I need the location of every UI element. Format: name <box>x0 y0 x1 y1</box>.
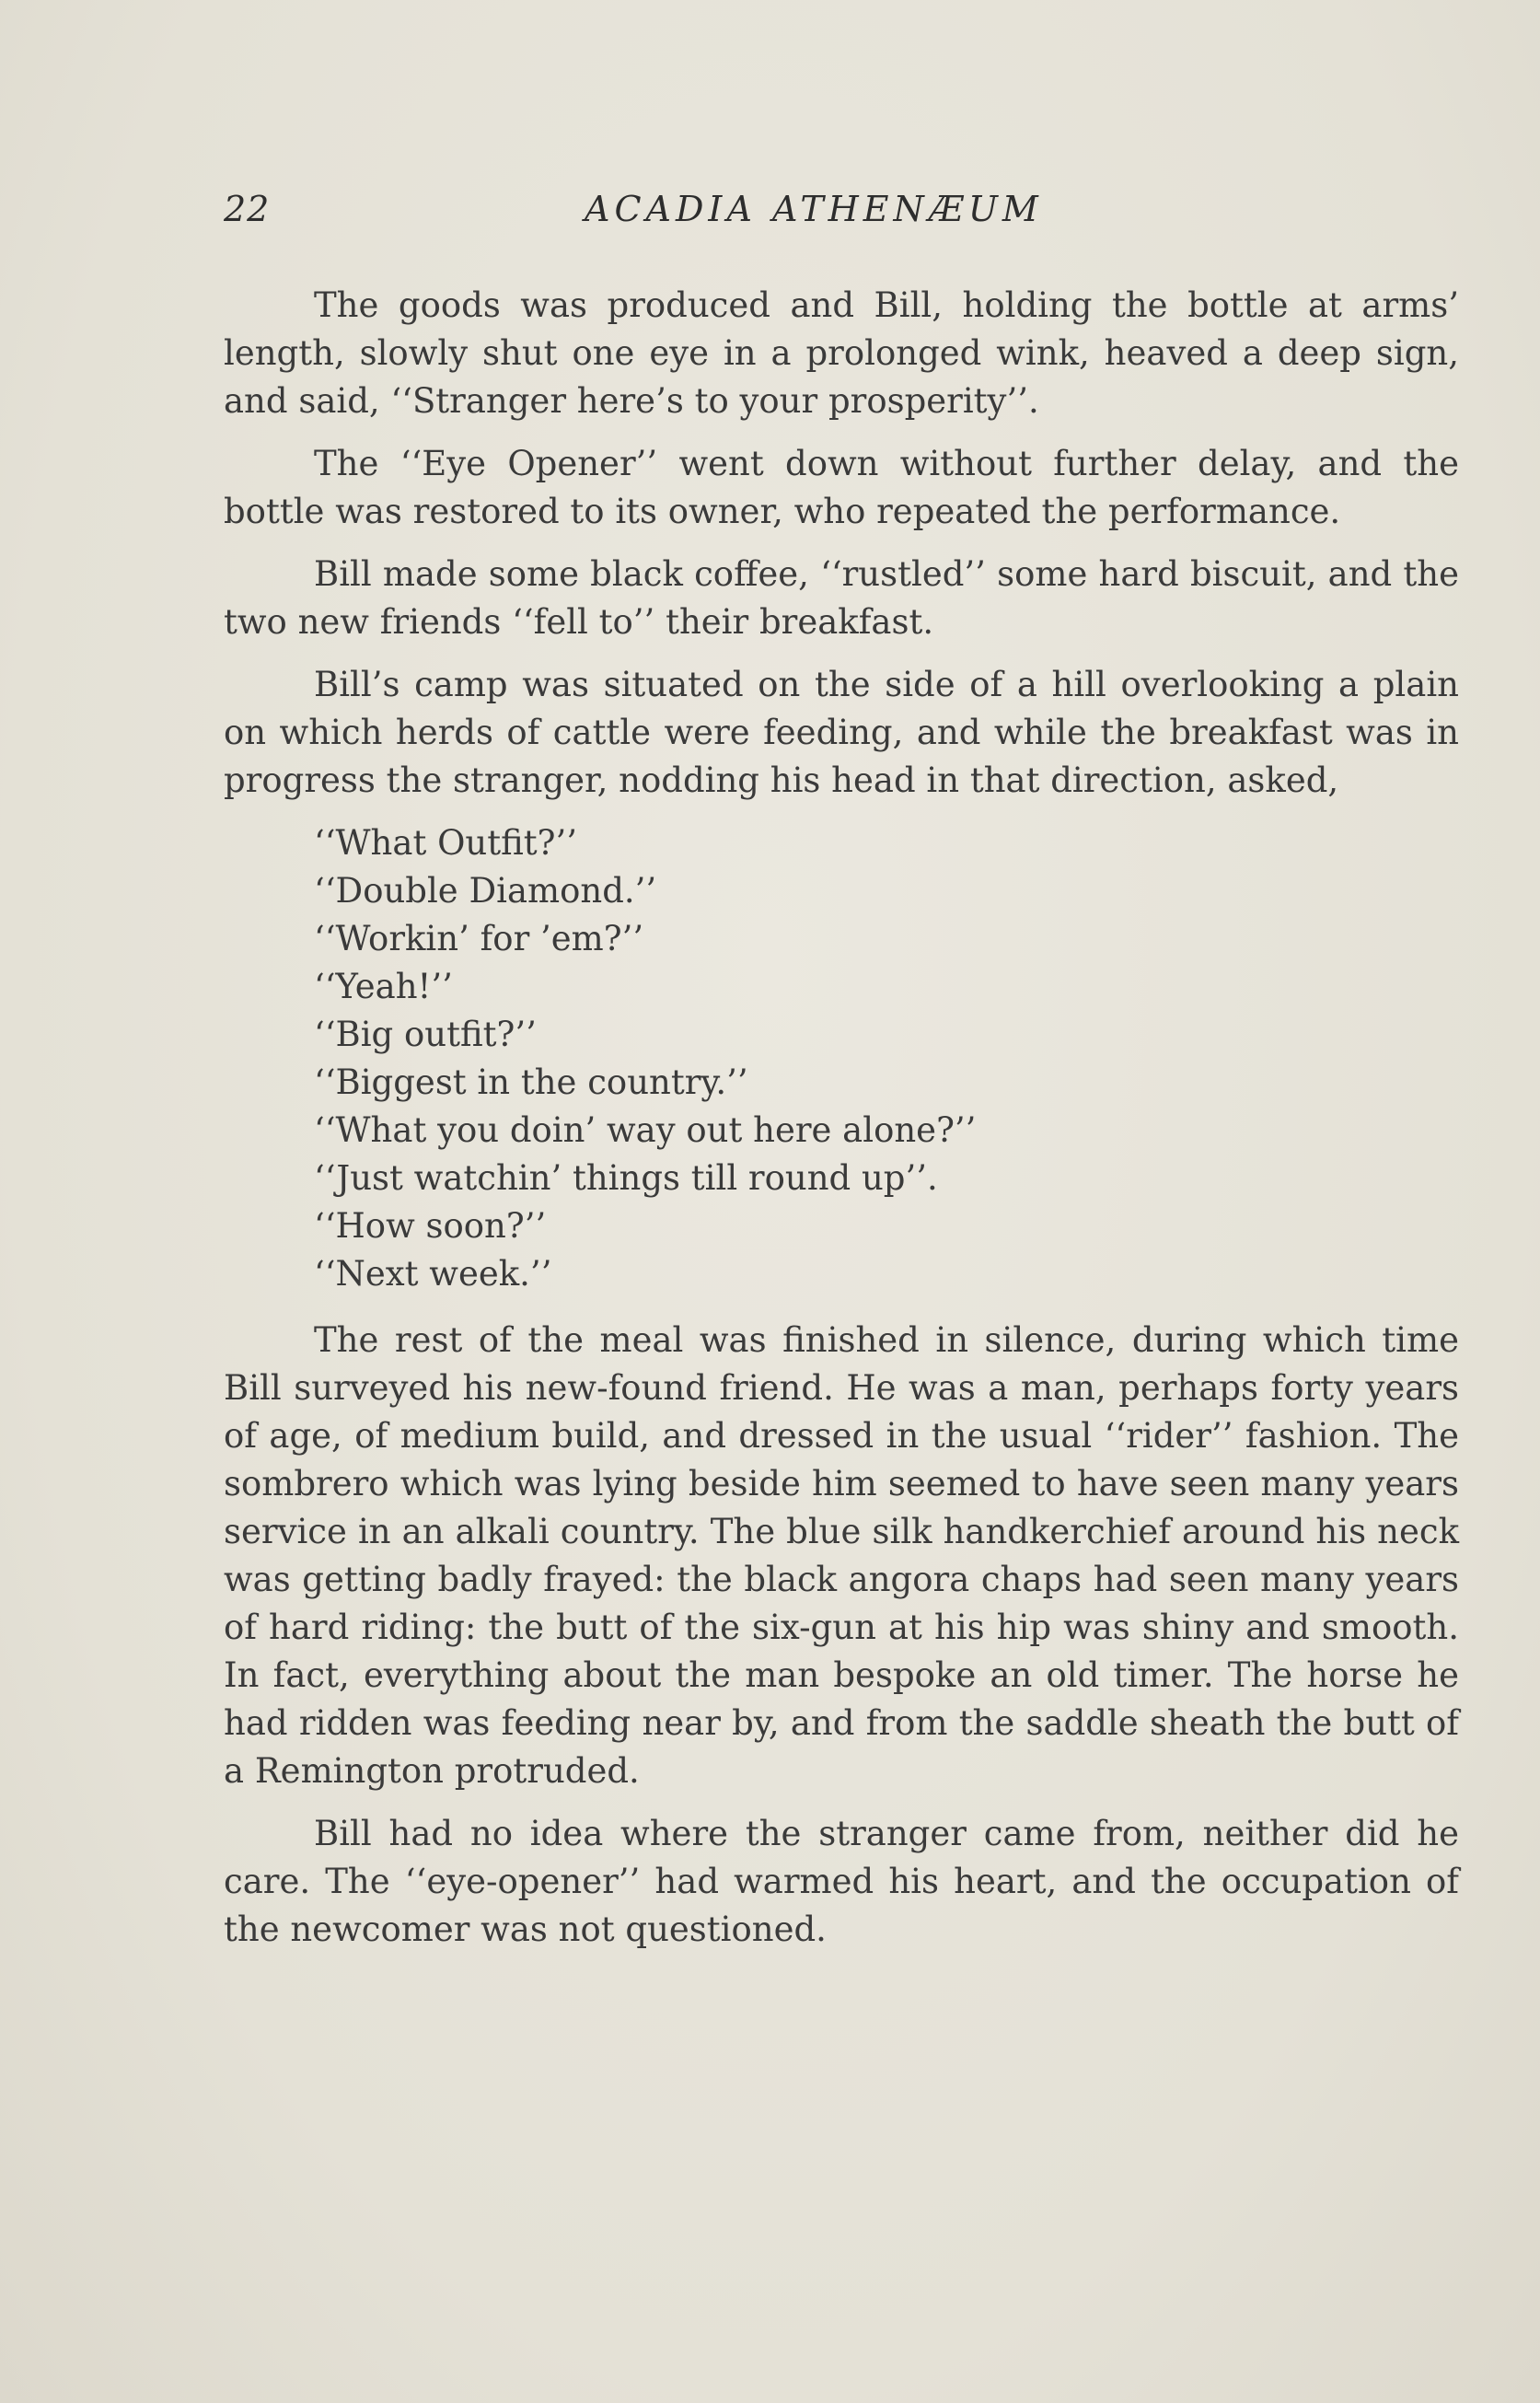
page-number: 22 <box>224 189 271 229</box>
dialogue-line: ‘‘Just watchin’ things till round up’’. <box>314 1158 938 1198</box>
paragraph: Bill had no idea where the stranger came from, neither did he care. The ‘‘eye-opener’’ had warmed his heart, and the occupation of the newcomer was not questioned. <box>224 1814 1459 1949</box>
dialogue-line: ‘‘Yeah!’’ <box>314 967 453 1006</box>
page-header <box>224 189 1144 244</box>
running-title: ACADIA ATHENÆUM <box>585 189 1043 229</box>
paragraph: The rest of the meal was finished in silence, during which time Bill surveyed his new-found friend. He was a man, perhaps forty years of age, of medium build, and dressed in the usual ‘‘rider’’ fashion. The sombrero which was lying beside him seemed to have seen many years service in an alkali country. The blue silk handkerchief around his neck was getting badly frayed: the black angora chaps had seen many years of hard riding: the butt of the six-gun at his hip was shiny and smooth. In fact, everything about the man bespoke an old timer. The horse he had ridden was feeding near by, and from the saddle sheath the butt of a Remington protruded. <box>224 1320 1459 1791</box>
paragraph: The ‘‘Eye Opener’’ went down without further delay, and the bottle was restored to its owner, who repeated the performance. <box>224 444 1459 531</box>
paragraph: Bill made some black coffee, ‘‘rustled’’ some hard biscuit, and the two new friends ‘‘fell to’’ their breakfast. <box>224 554 1459 642</box>
dialogue-line: ‘‘Next week.’’ <box>314 1254 552 1294</box>
dialogue-block <box>224 819 1459 1298</box>
dialogue-line: ‘‘What Outfit?’’ <box>314 823 578 863</box>
dialogue-line: ‘‘What you doin’ way out here alone?’’ <box>314 1110 977 1150</box>
dialogue-line: ‘‘Biggest in the country.’’ <box>314 1062 748 1102</box>
dialogue-line: ‘‘Workin’ for ’em?’’ <box>314 919 644 958</box>
dialogue-line: ‘‘Big outfit?’’ <box>314 1015 537 1054</box>
dialogue-line: ‘‘How soon?’’ <box>314 1206 547 1246</box>
paragraph: Bill’s camp was situated on the side of a hill overlooking a plain on which herds of cattle were feeding, and while the breakfast was in progress the stranger, nodding his head in that direction, asked, <box>224 665 1459 800</box>
dialogue-line: ‘‘Double Diamond.’’ <box>314 871 657 911</box>
paragraph: The goods was produced and Bill, holding the bottle at arms’ length, slowly shut one eye in a prolonged wink, heaved a deep sign, and said, ‘‘Stranger here’s to your prosperity’’. <box>224 285 1459 421</box>
page-body <box>224 282 1459 1968</box>
